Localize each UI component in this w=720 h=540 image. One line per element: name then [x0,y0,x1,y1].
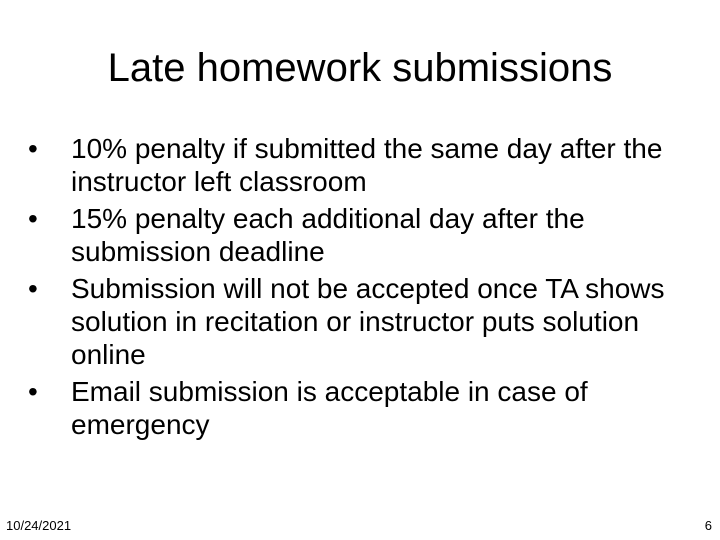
bullet-item [28,202,678,268]
bullet-marker: • [28,273,38,304]
bullet-text: Email submission is acceptable in case of emergency [71,376,588,440]
bullet-marker: • [28,376,38,407]
bullet-marker: • [28,203,38,234]
bullet-item [28,272,678,371]
bullet-text: 10% penalty if submitted the same day after the instructor left classroom [71,133,663,197]
bullet-text: Submission will not be accepted once TA shows solution in recitation or instructor puts solution online [71,273,665,370]
bullet-item [28,375,678,441]
footer-date: 10/24/2021 [6,518,72,533]
bullet-item [28,132,678,198]
page-number: 6 [704,518,712,533]
bullet-marker: • [28,133,38,164]
bullet-text: 15% penalty each additional day after the submission deadline [71,203,585,267]
bullet-list [28,132,678,445]
slide-title: Late homework submissions [107,46,613,90]
